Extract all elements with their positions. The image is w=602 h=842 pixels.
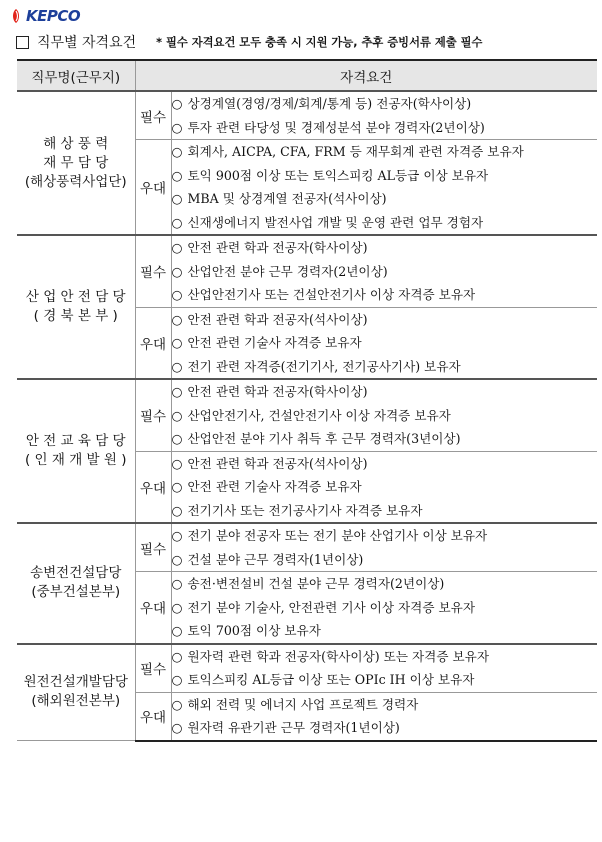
- job-name-line: 재 무 담 당: [43, 154, 109, 171]
- circle-bullet-icon: ○: [171, 407, 183, 423]
- job-name-cell: [17, 91, 135, 235]
- circle-bullet-icon: ○: [171, 576, 183, 591]
- job-name-line: ( 경 북 본 부 ): [33, 308, 118, 324]
- preference-text: MBA 및 상경계열 전공자(석사이상): [187, 191, 387, 206]
- circle-bullet-icon: ○: [171, 479, 183, 494]
- preference-text: 토익 900점 이상 또는 토익스피킹 AL등급 이상 보유자: [187, 167, 489, 183]
- circle-bullet-icon: ○: [171, 335, 183, 350]
- requirement-item: [172, 380, 598, 404]
- circle-bullet-icon: ○: [171, 551, 183, 567]
- table-row: [17, 91, 597, 140]
- requirement-text: 원자력 관련 학과 전공자(학사이상) 또는 자격증 보유자: [187, 648, 489, 664]
- requirement-item: [172, 645, 598, 669]
- required-items-cell: [171, 235, 597, 307]
- required-items-cell: [171, 644, 597, 693]
- table-header-row: [17, 60, 597, 91]
- preference-item: [172, 187, 598, 211]
- requirement-item: [172, 92, 598, 116]
- requirement-text: 산업안전기사, 건설안전기사 이상 자격증 보유자: [187, 407, 451, 423]
- circle-bullet-icon: ○: [171, 528, 183, 543]
- circle-bullet-icon: ○: [171, 214, 183, 230]
- preference-text: 전기기사 또는 전기공사기사 자격증 보유자: [187, 502, 423, 518]
- requirement-text: 안전 관련 학과 전공자(학사이상): [187, 240, 368, 255]
- job-name-cell: [17, 523, 135, 644]
- job-name-cell: [17, 644, 135, 741]
- job-name-line: (해외원전본부): [31, 693, 121, 710]
- requirement-item: [172, 427, 598, 451]
- preference-item: [172, 140, 598, 164]
- required-label: 필수: [135, 523, 171, 572]
- job-name-line: 산 업 안 전 담 당: [25, 289, 126, 305]
- circle-bullet-icon: ○: [171, 263, 183, 279]
- requirement-text: 건설 분야 근무 경력자(1년이상): [187, 551, 364, 567]
- circle-bullet-icon: ○: [171, 144, 183, 159]
- preference-item: [172, 475, 598, 499]
- preferred-items-cell: [171, 692, 597, 741]
- kepco-logo-text: KEPCO: [26, 7, 81, 25]
- requirement-item: [172, 283, 598, 307]
- circle-bullet-icon: ○: [171, 502, 183, 518]
- table-row: [17, 523, 597, 572]
- job-name-line: (중부건설본부): [31, 584, 121, 601]
- requirement-text: 산업안전 분야 기사 취득 후 근무 경력자(3년이상): [187, 431, 461, 446]
- requirement-item: [172, 548, 598, 572]
- preferred-label: 우대: [135, 451, 171, 523]
- requirements-table: [17, 59, 597, 742]
- requirement-item: [172, 236, 598, 260]
- preference-text: 해외 전력 및 에너지 사업 프로젝트 경력자: [187, 696, 419, 712]
- requirement-text: 산업안전 분야 근무 경력자(2년이상): [187, 263, 388, 279]
- circle-bullet-icon: ○: [171, 648, 183, 664]
- circle-bullet-icon: ○: [171, 96, 183, 111]
- required-items-cell: [171, 523, 597, 572]
- preferred-items-cell: [171, 307, 597, 379]
- requirement-item: [172, 404, 598, 428]
- requirement-item: [172, 668, 598, 692]
- preference-item: [172, 596, 598, 620]
- preference-item: [172, 452, 598, 476]
- job-name-cell: [17, 235, 135, 379]
- kepco-logo-icon: [8, 8, 24, 24]
- table-row: [17, 379, 597, 451]
- required-label: 필수: [135, 235, 171, 307]
- preference-text: 신재생에너지 발전사업 개발 및 운영 관련 업무 경험자: [187, 214, 484, 230]
- job-name-line: ( 인 재 개 발 원 ): [25, 452, 127, 468]
- requirement-text: 상경계열(경영/경제/회계/통계 등) 전공자(학사이상): [187, 96, 472, 111]
- circle-bullet-icon: ○: [171, 119, 183, 135]
- preference-item: [172, 331, 598, 355]
- kepco-logo: [8, 6, 80, 26]
- required-label: 필수: [135, 379, 171, 451]
- circle-bullet-icon: ○: [171, 311, 183, 327]
- preference-text: 안전 관련 기술사 자격증 보유자: [187, 479, 362, 494]
- preferred-items-cell: [171, 572, 597, 644]
- requirement-text: 토익스피킹 AL등급 이상 또는 OPIc IH 이상 보유자: [187, 672, 475, 687]
- table-row: [17, 235, 597, 307]
- preference-text: 전기 분야 기술사, 안전관련 기사 이상 자격증 보유자: [187, 599, 476, 615]
- preference-text: 토익 700점 이상 보유자: [187, 623, 321, 638]
- requirement-item: [172, 524, 598, 548]
- preference-text: 회계사, AICPA, CFA, FRM 등 재무회계 관련 자격증 보유자: [187, 144, 524, 159]
- circle-bullet-icon: ○: [171, 696, 183, 712]
- preference-text: 원자력 유관기관 근무 경력자(1년이상): [187, 720, 400, 735]
- preference-item: [172, 499, 598, 523]
- heading-note: * 필수 자격요건 모두 충족 시 지원 가능, 추후 증빙서류 제출 필수: [156, 36, 483, 49]
- header-job: 직무명(근무지): [17, 60, 135, 91]
- circle-bullet-icon: ○: [171, 191, 183, 206]
- circle-bullet-icon: ○: [171, 167, 183, 183]
- circle-bullet-icon: ○: [171, 599, 183, 615]
- preference-text: 안전 관련 학과 전공자(석사이상): [187, 311, 368, 327]
- preference-item: [172, 308, 598, 332]
- preference-item: [172, 619, 598, 643]
- requirement-text: 안전 관련 학과 전공자(학사이상): [187, 384, 368, 399]
- required-items-cell: [171, 91, 597, 140]
- heading-title: 직무별 자격요건: [37, 35, 137, 51]
- required-items-cell: [171, 379, 597, 451]
- circle-bullet-icon: ○: [171, 240, 183, 255]
- preferred-label: 우대: [135, 307, 171, 379]
- requirement-text: 산업안전기사 또는 건설안전기사 이상 자격증 보유자: [187, 287, 476, 302]
- circle-bullet-icon: ○: [171, 287, 183, 302]
- job-name-cell: [17, 379, 135, 523]
- header-requirements: 자격요건: [135, 60, 597, 91]
- circle-bullet-icon: ○: [171, 384, 183, 399]
- preferred-items-cell: [171, 451, 597, 523]
- job-name-line: 송변전건설담당: [30, 565, 122, 582]
- preference-item: [172, 572, 598, 596]
- preference-text: 송전·변전설비 건설 분야 근무 경력자(2년이상): [187, 576, 445, 591]
- circle-bullet-icon: ○: [171, 455, 183, 471]
- job-name-line: (해상풍력사업단): [24, 173, 127, 190]
- circle-bullet-icon: ○: [171, 431, 183, 446]
- circle-bullet-icon: ○: [171, 720, 183, 735]
- preference-item: [172, 693, 598, 717]
- requirement-text: 전기 분야 전공자 또는 전기 분야 산업기사 이상 보유자: [187, 528, 488, 543]
- job-name-line: 안 전 교 육 담 당: [25, 433, 126, 449]
- required-label: 필수: [135, 91, 171, 140]
- requirement-text: 투자 관련 타당성 및 경제성분석 분야 경력자(2년이상): [187, 119, 485, 135]
- table-body: [17, 91, 597, 741]
- circle-bullet-icon: ○: [171, 623, 183, 638]
- requirement-item: [172, 116, 598, 140]
- required-label: 필수: [135, 644, 171, 693]
- preferred-label: 우대: [135, 572, 171, 644]
- table-row: [17, 644, 597, 693]
- preference-item: [172, 355, 598, 379]
- preference-item: [172, 716, 598, 740]
- preference-text: 안전 관련 기술사 자격증 보유자: [187, 335, 362, 350]
- preference-text: 안전 관련 학과 전공자(석사이상): [187, 455, 368, 471]
- section-heading: [16, 31, 600, 53]
- job-name-line: 원전건설개발담당: [23, 674, 128, 691]
- circle-bullet-icon: ○: [171, 358, 183, 374]
- heading-checkbox-icon: [16, 36, 29, 49]
- requirement-item: [172, 260, 598, 284]
- job-name-line: 해 상 풍 력: [43, 135, 109, 152]
- preferred-items-cell: [171, 140, 597, 236]
- preferred-label: 우대: [135, 692, 171, 741]
- circle-bullet-icon: ○: [171, 672, 183, 687]
- preference-item: [172, 211, 598, 235]
- preference-item: [172, 164, 598, 188]
- preferred-label: 우대: [135, 140, 171, 236]
- preference-text: 전기 관련 자격증(전기기사, 전기공사기사) 보유자: [187, 358, 461, 374]
